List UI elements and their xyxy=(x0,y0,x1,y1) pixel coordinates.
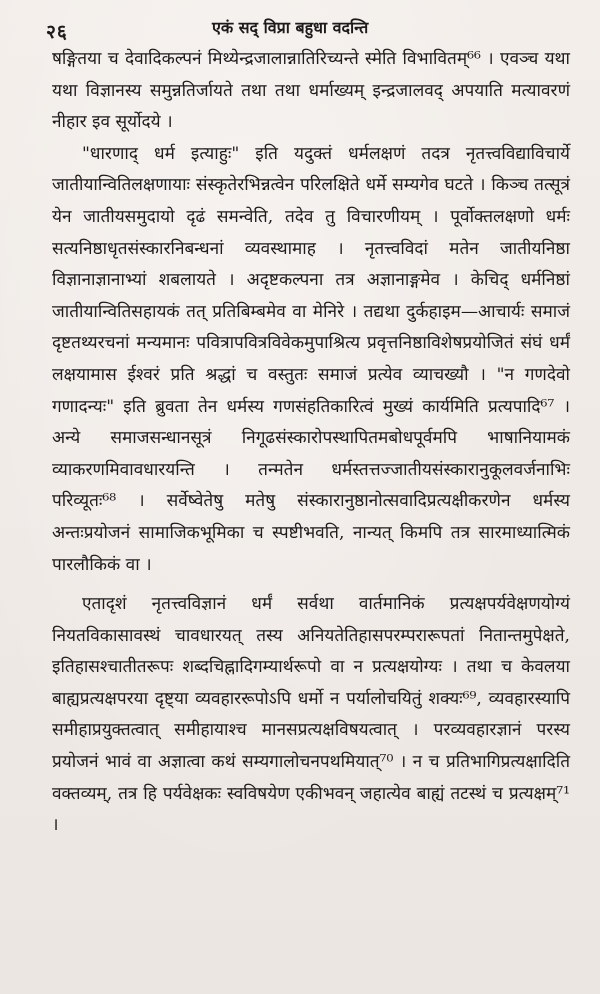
body-text xyxy=(52,44,570,842)
paragraph-2: "धारणाद् धर्म इत्याहुः" इति यदुक्तं धर्मलक्षणं तदत्र नृतत्त्वविद्याविचार्ये जातीयान्वितिलक्षणायाः संस्कृतेरभिन्नत्वेन परिलक्षिते धर्मे सम्यगेव घटते । किञ्च तत्सूत्रं येन जातीयसमुदायो दृढं समन्वेति, तदेव तु विचारणीयम् । पूर्वोक्तलक्षणो धर्मः सत्यनिष्ठाधृतसंस्कारनिबन्धनां व्यवस्थामाह । नृतत्त्वविदां मतेन जातीयनिष्ठा विज्ञानाज्ञानाभ्यां शबलायते । अदृष्टकल्पना तत्र अज्ञानाङ्गमेव । केचिद् धर्मनिष्ठां जातीयान्वितिसहायकं तत् प्रतिबिम्बमेव वा मेनिरे । तद्यथा दुर्कहाइम—आचार्यः समाजं दृष्टतथ्यरचनां मन्यमानः पवित्रापवित्रविवेकमुपाश्रित्य प्रवृत्तनिष्ठाविशेषप्रयोजितं संघं धर्मं लक्षयामास ईश्वरं प्रति श्रद्धां च वस्तुतः समाजं प्रत्येव व्याचख्यौ । "न गणदेवो गणादन्यः" इति ब्रुवता तेन धर्मस्य गणसंहतिकारित्वं मुख्यं कार्यमिति प्रत्यपादि⁶⁷ । अन्ये समाजसन्धानसूत्रं निगूढसंस्कारोपस्थापितमबोधपूर्वमपि भाषानियामकं व्याकरणमिवावधारयन्ति । तन्मतेन धर्मस्तत्तज्जातीयसंस्कारानुकूलवर्जनाभिः परिव्यूतः⁶⁸ । सर्वेष्वेतेषु मतेषु संस्कारानुष्ठानोत्सवादिप्रत्यक्षीकरणेन धर्मस्य अन्तःप्रयोजनं सामाजिकभूमिका च स्पष्टीभवति, नान्यत् किमपि तत्र सारमाध्यात्मिकं पारलौकिकं वा । xyxy=(52,143,570,575)
paragraph-3: एतादृशं नृतत्त्वविज्ञानं धर्मं सर्वथा वार्तमानिकं प्रत्यक्षपर्यवेक्षणयोग्यं नियतविकासावस्थं चावधारयत् तस्य अनियतेतिहासपरम्परारूपतां नितान्तमुपेक्षते, इतिहासश्चातीतरूपः शब्दचिह्नादिगम्यार्थरूपो वा न प्रत्यक्षयोग्यः । तथा च केवलया बाह्यप्रत्यक्षपरया दृष्ट्या व्यवहाररूपोऽपि धर्मो न पर्यालोचयितुं शक्यः⁶⁹, व्यवहारस्यापि समीहाप्रयुक्तत्वात् समीहायाश्च मानसप्रत्यक्षविषयत्वात् । परव्यवहारज्ञानं परस्य प्रयोजनं भावं वा अज्ञात्वा कथं सम्यगालोचनपथमियात्⁷⁰ । न च प्रतिभागिप्रत्यक्षादिति वक्तव्यम्, तत्र हि पर्यवेक्षकः स्वविषयेण एकीभवन् जहात्येव बाह्यं तटस्थं च प्रत्यक्षम्⁷¹ । xyxy=(52,594,570,836)
page-number: २६ xyxy=(46,21,68,43)
paragraph-1: षङ्गितया च देवादिकल्पनं मिथ्येन्द्रजालान्नातिरिच्यन्ते स्मेति विभावितम्⁶⁶ । एवञ्च यथा यथा विज्ञानस्य समुन्नतिर्जायते तथा तथा धर्माख्यम् इन्द्रजालवद् अपयाति मत्यावरणं नीहार इव सूर्योदये । xyxy=(52,49,570,133)
page-header xyxy=(46,10,570,43)
running-title: एकं सद् विप्रा बहुधा वदन्ति xyxy=(212,18,369,37)
